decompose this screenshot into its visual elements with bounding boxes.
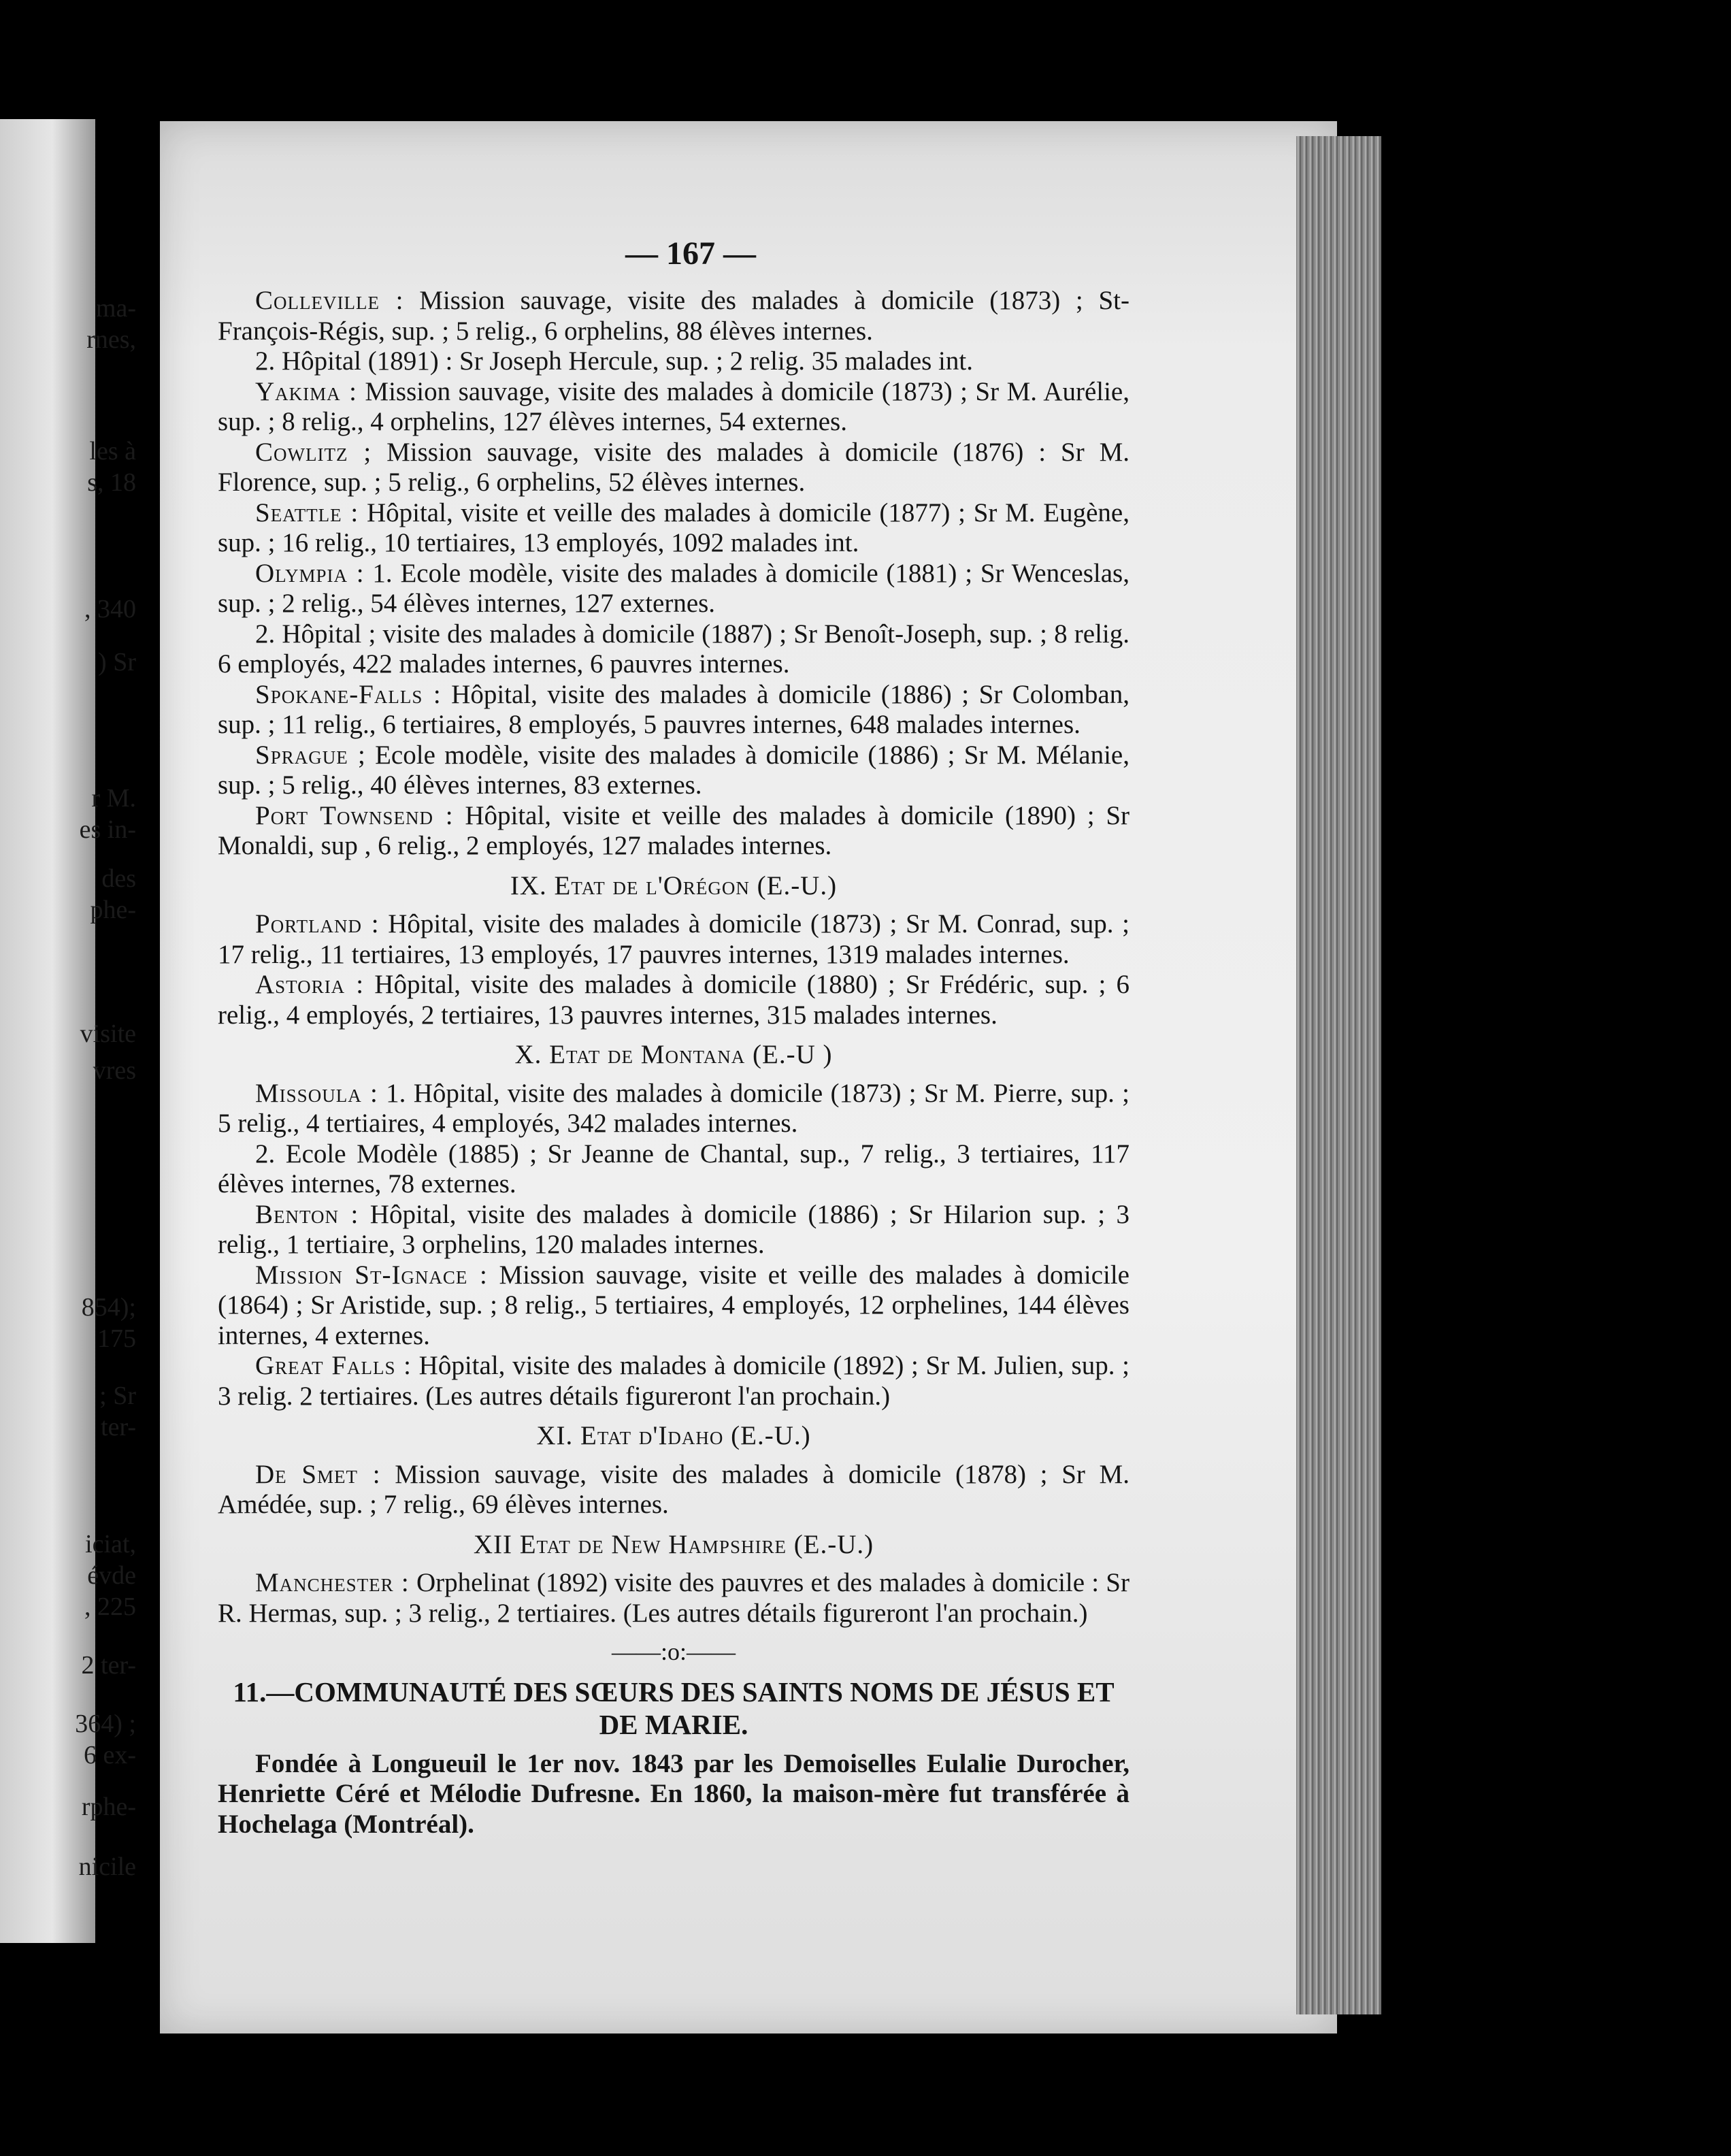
page-number: — 167 — bbox=[625, 235, 756, 272]
entry-text: 2. Hôpital ; visite des malades à domicile (1887) ; Sr Benoît-Joseph, sup. ; 8 relig. 6 employés, 422 malades internes, 6 pauvres internes. bbox=[218, 619, 1130, 679]
left-fragment: es in- bbox=[79, 815, 136, 844]
new-hampshire-entries bbox=[218, 1568, 1130, 1629]
place-name: Cowlitz ; bbox=[255, 437, 372, 467]
entry-portland bbox=[218, 909, 1130, 970]
entry-text: Hôpital, visite des malades à domicile (1873) ; Sr M. Conrad, sup. ; 17 relig., 11 tertiaires, 13 employés, 17 pauvres internes, 1319 malades internes. bbox=[218, 909, 1130, 969]
place-name: Missoula : bbox=[255, 1078, 378, 1108]
page-content bbox=[218, 286, 1130, 1840]
place-name: Sprague ; bbox=[255, 740, 366, 770]
entry-text: Orphelinat (1892) visite des pauvres et des malades à domicile : Sr R. Hermas, sup. ; 3 relig., 2 tertiaires. (Les autres détails figureront l'an prochain.) bbox=[218, 1568, 1130, 1628]
washington-entries bbox=[218, 286, 1130, 862]
left-fragment: des bbox=[101, 864, 136, 893]
place-name: Spokane-Falls : bbox=[255, 679, 442, 709]
place-name: De Smet : bbox=[255, 1459, 381, 1489]
entry-text: Hôpital, visite et veille des malades à domicile (1890) ; Sr Monaldi, sup , 6 relig., 2 employés, 127 malades internes. bbox=[218, 800, 1130, 860]
section-heading-idaho: XI. Etat d'Idaho (E.-U.) bbox=[536, 1421, 811, 1450]
section-divider: ——:o:—— bbox=[611, 1638, 736, 1665]
entry-text: 2. Ecole Modèle (1885) ; Sr Jeanne de Chantal, sup., 7 relig., 3 tertiaires, 117 élèves internes, 78 externes. bbox=[218, 1139, 1130, 1198]
entry-text: Mission sauvage, visite des malades à domicile (1876) : Sr M. Florence, sup. ; 5 relig., 6 orphelins, 52 élèves internes. bbox=[218, 437, 1130, 497]
place-name: Benton : bbox=[255, 1199, 359, 1229]
left-fragment: ; Sr bbox=[99, 1382, 136, 1410]
entry-astoria bbox=[218, 970, 1130, 1030]
entry-text: Mission sauvage, visite des malades à domicile (1873) ; Sr M. Aurélie, sup. ; 8 relig., 4 orphelins, 127 élèves internes, 54 externes. bbox=[218, 376, 1130, 436]
left-fragment: rphe- bbox=[81, 1793, 136, 1821]
entry-colleville bbox=[218, 286, 1130, 346]
left-fragment: les à bbox=[89, 437, 136, 466]
oregon-entries bbox=[218, 909, 1130, 1030]
entry-text: 2. Hôpital (1891) : Sr Joseph Hercule, sup. ; 2 relig. 35 malades int. bbox=[255, 346, 973, 376]
entry-port-townsend bbox=[218, 801, 1130, 862]
page-edges bbox=[1296, 136, 1381, 2014]
left-fragment: ) Sr bbox=[98, 648, 136, 676]
entry-missoula-2 bbox=[218, 1139, 1130, 1200]
left-fragment: iciat, bbox=[85, 1530, 136, 1558]
left-fragment: , 340 bbox=[84, 595, 136, 623]
place-name: Yakima : bbox=[255, 376, 357, 406]
montana-entries bbox=[218, 1079, 1130, 1412]
entry-manchester bbox=[218, 1568, 1130, 1629]
place-name: Olympia : bbox=[255, 558, 365, 588]
left-fragment: évde bbox=[87, 1561, 136, 1590]
left-fragment: r M. bbox=[91, 784, 136, 813]
left-fragment: , 225 bbox=[84, 1592, 136, 1621]
left-fragment: 175 bbox=[97, 1324, 136, 1353]
place-name: Port Townsend : bbox=[255, 800, 454, 830]
left-fragment: 6 ex- bbox=[83, 1741, 136, 1769]
left-fragment: nicile bbox=[78, 1852, 136, 1881]
entry-text: 1. Ecole modèle, visite des malades à domicile (1881) ; Sr Wenceslas, sup. ; 2 relig., 54 élèves internes, 127 externes. bbox=[218, 558, 1130, 618]
entry-text: Hôpital, visite des malades à domicile (1886) ; Sr Colomban, sup. ; 11 relig., 6 tertiaires, 8 employés, 5 pauvres internes, 648 malades internes. bbox=[218, 679, 1130, 739]
entry-benton bbox=[218, 1200, 1130, 1260]
entry-de-smet bbox=[218, 1460, 1130, 1520]
entry-yakima bbox=[218, 377, 1130, 438]
left-fragment: phe- bbox=[90, 896, 136, 924]
idaho-entries bbox=[218, 1460, 1130, 1520]
section-heading-oregon: IX. Etat de l'Orégon (E.-U.) bbox=[510, 870, 838, 900]
entry-text: Hôpital, visite des malades à domicile (1892) ; Sr M. Julien, sup. ; 3 relig. 2 tertiaires. (Les autres détails figureront l'an prochain.) bbox=[218, 1351, 1130, 1411]
entry-olympia-2 bbox=[218, 619, 1130, 680]
community-heading: 11.—COMMUNAUTÉ DES SŒURS DES SAINTS NOMS DE JÉSUS ET DE MARIE. bbox=[233, 1676, 1115, 1740]
left-fragment: rnes, bbox=[86, 325, 136, 354]
community-intro: Fondée à Longueuil le 1er nov. 1843 par les Demoiselles Eulalie Durocher, Henriette Céré et Mélodie Dufresne. En 1860, la maison-mère fut transférée à Hochelaga (Montréal). bbox=[218, 1748, 1130, 1839]
section-heading-new-hampshire: XII Etat de New Hampshire (E.-U.) bbox=[473, 1529, 874, 1559]
left-fragment: 364) ; bbox=[75, 1710, 136, 1738]
entry-spokane-falls bbox=[218, 680, 1130, 740]
entry-text: Hôpital, visite et veille des malades à domicile (1877) ; Sr M. Eugène, sup. ; 16 relig., 10 tertiaires, 13 employés, 1092 malades int. bbox=[218, 497, 1130, 557]
entry-mission-st-ignace bbox=[218, 1260, 1130, 1352]
place-name: Colleville : bbox=[255, 286, 404, 315]
entry-text: Mission sauvage, visite des malades à domicile (1878) ; Sr M. Amédée, sup. ; 7 relig., 69 élèves internes. bbox=[218, 1459, 1130, 1519]
left-fragment: visite bbox=[80, 1019, 136, 1048]
left-fragment: 2 ter- bbox=[81, 1651, 136, 1680]
entry-text: Ecole modèle, visite des malades à domicile (1886) ; Sr M. Mélanie, sup. ; 5 relig., 40 élèves internes, 83 externes. bbox=[218, 740, 1130, 800]
entry-colleville-2 bbox=[218, 346, 1130, 377]
entry-sprague bbox=[218, 740, 1130, 801]
entry-text: Mission sauvage, visite et veille des malades à domicile (1864) ; Sr Aristide, sup. ; 8 relig., 5 tertiaires, 4 employés, 12 orphelines, 144 élèves internes, 4 externes. bbox=[218, 1260, 1130, 1350]
left-fragment: ter- bbox=[101, 1413, 136, 1441]
entry-great-falls bbox=[218, 1351, 1130, 1411]
left-fragment: s, 18 bbox=[87, 468, 136, 497]
entry-text: Hôpital, visite des malades à domicile (1880) ; Sr Frédéric, sup. ; 6 relig., 4 employés, 2 tertiaires, 13 pauvres internes, 315 malades internes. bbox=[218, 970, 1130, 1030]
place-name: Seattle : bbox=[255, 497, 359, 527]
entry-seattle bbox=[218, 498, 1130, 559]
left-fragment: vres bbox=[93, 1056, 136, 1085]
place-name: Great Falls : bbox=[255, 1351, 412, 1380]
place-name: Mission St-Ignace : bbox=[255, 1260, 488, 1290]
place-name: Astoria : bbox=[255, 970, 365, 999]
left-fragment: ma- bbox=[95, 294, 136, 323]
entry-text: Hôpital, visite des malades à domicile (1886) ; Sr Hilarion sup. ; 3 relig., 1 tertiaire, 3 orphelins, 120 malades internes. bbox=[218, 1199, 1130, 1259]
entry-olympia bbox=[218, 559, 1130, 619]
place-name: Manchester : bbox=[255, 1568, 410, 1597]
section-heading-montana: X. Etat de Montana (E.-U ) bbox=[514, 1040, 833, 1069]
entry-text: Mission sauvage, visite des malades à domicile (1873) ; St-François-Régis, sup. ; 5 relig., 6 orphelins, 88 élèves internes. bbox=[218, 286, 1130, 346]
left-fragment: 854); bbox=[81, 1293, 136, 1322]
entry-cowlitz bbox=[218, 438, 1130, 498]
place-name: Portland : bbox=[255, 909, 380, 938]
entry-missoula bbox=[218, 1079, 1130, 1139]
entry-text: 1. Hôpital, visite des malades à domicile (1873) ; Sr M. Pierre, sup. ; 5 relig., 4 tertiaires, 4 employés, 342 malades internes. bbox=[218, 1078, 1130, 1138]
